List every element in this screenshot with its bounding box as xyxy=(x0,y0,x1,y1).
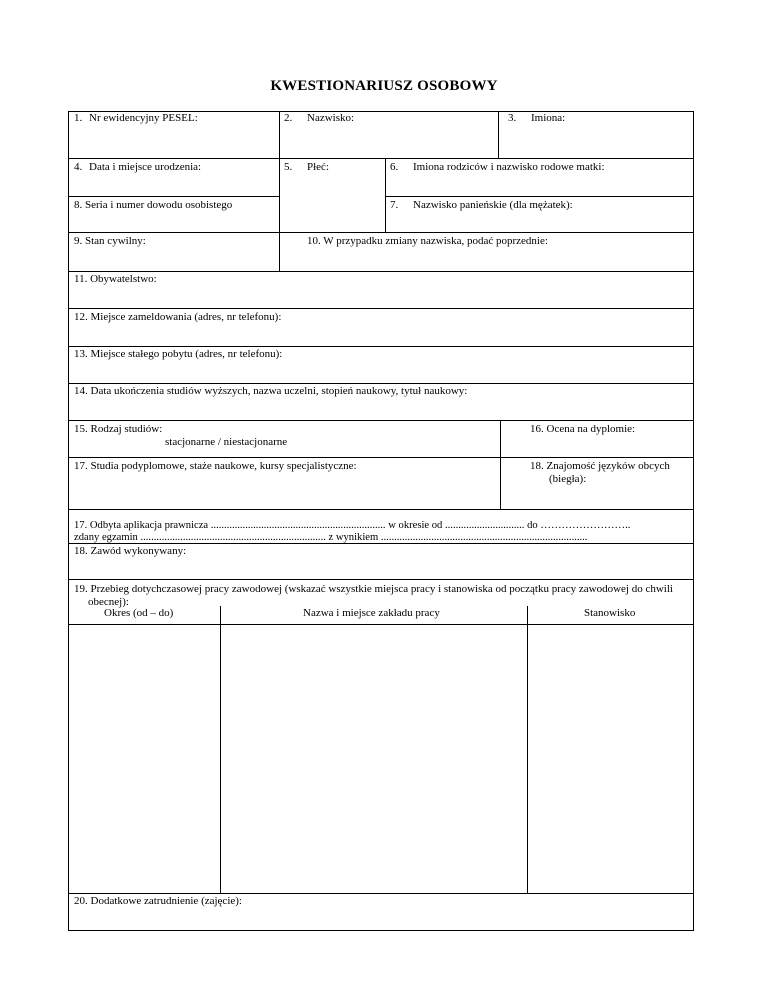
frame-bottom xyxy=(68,930,694,931)
divider xyxy=(500,420,501,509)
field-18-sublabel: (biegła): xyxy=(549,473,587,485)
field-7-number: 7. xyxy=(390,199,399,211)
divider xyxy=(527,606,528,894)
field-6-number: 6. xyxy=(390,161,399,173)
divider xyxy=(68,308,694,309)
field-2-label: Nazwisko: xyxy=(307,112,355,124)
field-4-label: Data i miejsce urodzenia: xyxy=(89,161,202,173)
field-17-label: 17. Studia podyplomowe, staże naukowe, kursy specjalistyczne: xyxy=(74,460,357,472)
divider xyxy=(68,509,694,510)
divider xyxy=(68,624,694,625)
field-5-number: 5. xyxy=(284,161,293,173)
page-title: KWESTIONARIUSZ OSOBOWY xyxy=(270,78,498,94)
field-14-label: 14. Data ukończenia studiów wyższych, nazwa uczelni, stopień naukowy, tytuł naukowy: xyxy=(74,385,468,397)
field-17-exam-line: zdany egzamin ...................................................................... z wynikiem .............................................................................. xyxy=(74,532,588,543)
field-3-number: 3. xyxy=(508,112,517,124)
field-12-label: 12. Miejsce zameldowania (adres, nr telefonu): xyxy=(74,311,282,323)
field-1-label: Nr ewidencyjny PESEL: xyxy=(89,112,198,124)
field-4-number: 4. xyxy=(74,161,83,173)
field-2-number: 2. xyxy=(284,112,293,124)
field-10-label: 10. W przypadku zmiany nazwiska, podać poprzednie: xyxy=(307,235,548,247)
frame-left xyxy=(68,111,69,931)
divider xyxy=(68,893,694,894)
field-16-label: 16. Ocena na dyplomie: xyxy=(530,423,636,435)
field-18-occupation-label: 18. Zawód wykonywany: xyxy=(74,545,187,557)
divider xyxy=(385,158,386,232)
divider xyxy=(68,383,694,384)
work-col-period: Okres (od – do) xyxy=(104,607,174,619)
divider xyxy=(279,111,280,271)
field-18-label: 18. Znajomość języków obcych xyxy=(530,460,670,472)
divider xyxy=(68,158,694,159)
divider xyxy=(220,606,221,894)
divider xyxy=(498,111,499,158)
work-col-employer: Nazwa i miejsce zakładu pracy xyxy=(303,607,440,619)
field-6-label: Imiona rodziców i nazwisko rodowe matki: xyxy=(413,161,605,173)
work-col-position: Stanowisko xyxy=(584,607,636,619)
field-19-label: 19. Przebieg dotychczasowej pracy zawodowej (wskazać wszystkie miejsca pracy i stanowiska od początku pracy zawodowej do chwili obecnej): xyxy=(74,583,673,608)
field-15-label: 15. Rodzaj studiów: xyxy=(74,423,163,435)
field-8-label: 8. Seria i numer dowodu osobistego xyxy=(74,199,233,211)
field-15-options: stacjonarne / niestacjonarne xyxy=(165,436,288,448)
field-7-label: Nazwisko panieńskie (dla mężatek): xyxy=(413,199,573,211)
divider xyxy=(68,579,694,580)
divider xyxy=(68,420,694,421)
field-1-number: 1. xyxy=(74,112,83,124)
divider xyxy=(385,196,694,197)
divider xyxy=(68,232,694,233)
field-20-label: 20. Dodatkowe zatrudnienie (zajęcie): xyxy=(74,895,242,907)
divider xyxy=(68,271,694,272)
field-11-label: 11. Obywatelstwo: xyxy=(74,273,157,285)
divider xyxy=(68,457,694,458)
divider xyxy=(68,196,280,197)
divider xyxy=(68,346,694,347)
field-13-label: 13. Miejsce stałego pobytu (adres, nr telefonu): xyxy=(74,348,283,360)
field-5-label: Płeć: xyxy=(307,161,329,173)
field-17-application-line: 17. Odbyta aplikacja prawnicza .................................................................. w okresie od .............................. do …………………….. xyxy=(74,520,631,531)
frame-right xyxy=(693,111,694,931)
field-3-label: Imiona: xyxy=(531,112,566,124)
field-9-label: 9. Stan cywilny: xyxy=(74,235,146,247)
